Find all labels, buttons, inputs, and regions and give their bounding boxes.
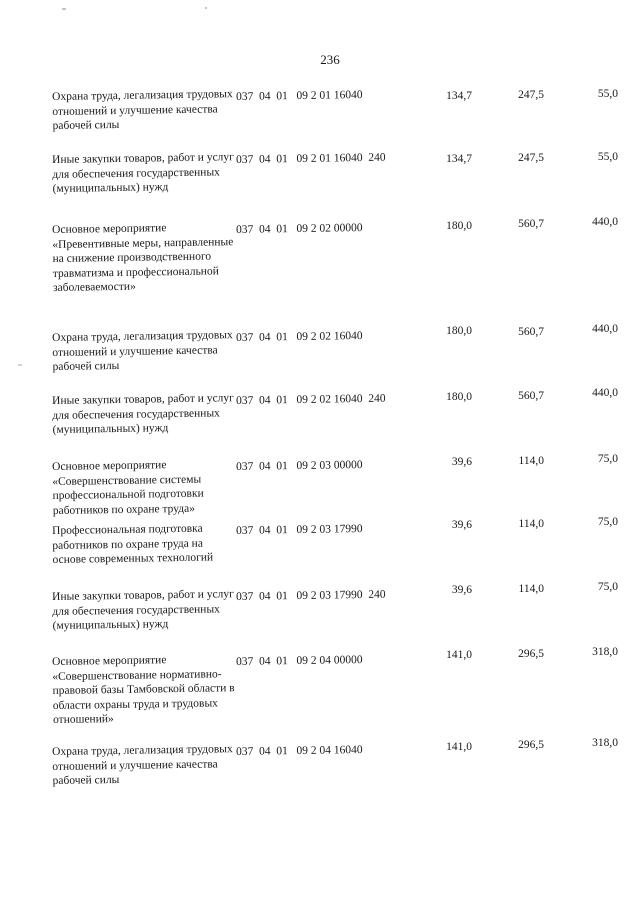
row-value-2: 560,7 (518, 218, 544, 230)
row-description: Основное мероприятие «Совершенствование системы профессиональной подготовки работников по охране труда» (52, 459, 204, 517)
row-value-3: 318,0 (592, 737, 618, 749)
row-description: Охрана труда, легализация трудовых отношений и улучшение качества рабочей силы (52, 743, 233, 788)
row-value-1: 134,7 (446, 153, 472, 165)
row-description: Основное мероприятие «Совершенствование нормативно-правовой базы Тамбовской области в области охраны труда и трудовых отношений» (52, 654, 235, 727)
row-value-3: 55,0 (597, 88, 618, 100)
row-value-3: 55,0 (597, 151, 618, 163)
row-value-3: 440,0 (592, 216, 618, 228)
row-codes: 037 04 01 09 2 04 00000 (236, 654, 363, 668)
row-value-1: 180,0 (446, 391, 472, 403)
row-value-2: 296,5 (518, 648, 544, 660)
row-codes: 037 04 01 09 2 02 16040 240 (236, 392, 386, 407)
row-value-1: 39,6 (451, 456, 472, 468)
row-value-2: 114,0 (518, 518, 544, 530)
row-codes: 037 04 01 09 2 01 16040 (236, 89, 363, 103)
row-codes: 037 04 01 09 2 01 16040 240 (236, 151, 386, 166)
row-value-1: 39,6 (451, 519, 472, 531)
row-codes: 037 04 01 09 2 03 17990 (236, 523, 363, 537)
row-description: Иные закупки товаров, работ и услуг для обеспечения государственных (муниципальных) нужд (52, 588, 234, 633)
row-value-3: 75,0 (597, 581, 618, 593)
row-value-1: 180,0 (446, 220, 472, 232)
row-value-3: 440,0 (592, 387, 618, 399)
row-description: Иные закупки товаров, работ и услуг для обеспечения государственных (муниципальных) нужд (52, 151, 234, 196)
page-number: 236 (320, 52, 340, 67)
row-description: Основное мероприятие «Превентивные меры, направленные на снижение производственного травматизма и профессиональной заболеваемости» (52, 222, 234, 295)
row-value-2: 247,5 (518, 89, 544, 101)
row-value-2: 296,5 (518, 739, 544, 751)
row-codes: 037 04 01 09 2 02 00000 (236, 222, 363, 236)
row-value-3: 75,0 (597, 516, 618, 528)
row-value-2: 247,5 (518, 152, 544, 164)
row-codes: 037 04 01 09 2 02 16040 (236, 330, 363, 344)
row-value-2: 114,0 (518, 455, 544, 467)
row-description: Охрана труда, легализация трудовых отношений и улучшение качества рабочей силы (52, 329, 233, 374)
row-value-2: 114,0 (518, 583, 544, 595)
row-value-1: 141,0 (446, 741, 472, 753)
row-value-1: 180,0 (446, 325, 472, 337)
row-codes: 037 04 01 09 2 04 16040 (236, 744, 363, 758)
row-value-3: 75,0 (597, 453, 618, 465)
row-value-1: 134,7 (446, 90, 472, 102)
row-description: Охрана труда, легализация трудовых отношений и улучшение качества рабочей силы (52, 88, 233, 133)
row-value-3: 440,0 (592, 323, 618, 335)
row-value-3: 318,0 (592, 646, 618, 658)
row-description: Иные закупки товаров, работ и услуг для обеспечения государственных (муниципальных) нужд (52, 392, 234, 437)
row-value-2: 560,7 (518, 326, 544, 338)
row-value-2: 560,7 (518, 390, 544, 402)
row-value-1: 141,0 (446, 649, 472, 661)
row-codes: 037 04 01 09 2 03 00000 (236, 459, 363, 473)
row-codes: 037 04 01 09 2 03 17990 240 (236, 588, 386, 603)
row-value-1: 39,6 (451, 584, 472, 596)
row-description: Профессиональная подготовка работников по охране труда на основе современных технологий (52, 522, 214, 567)
